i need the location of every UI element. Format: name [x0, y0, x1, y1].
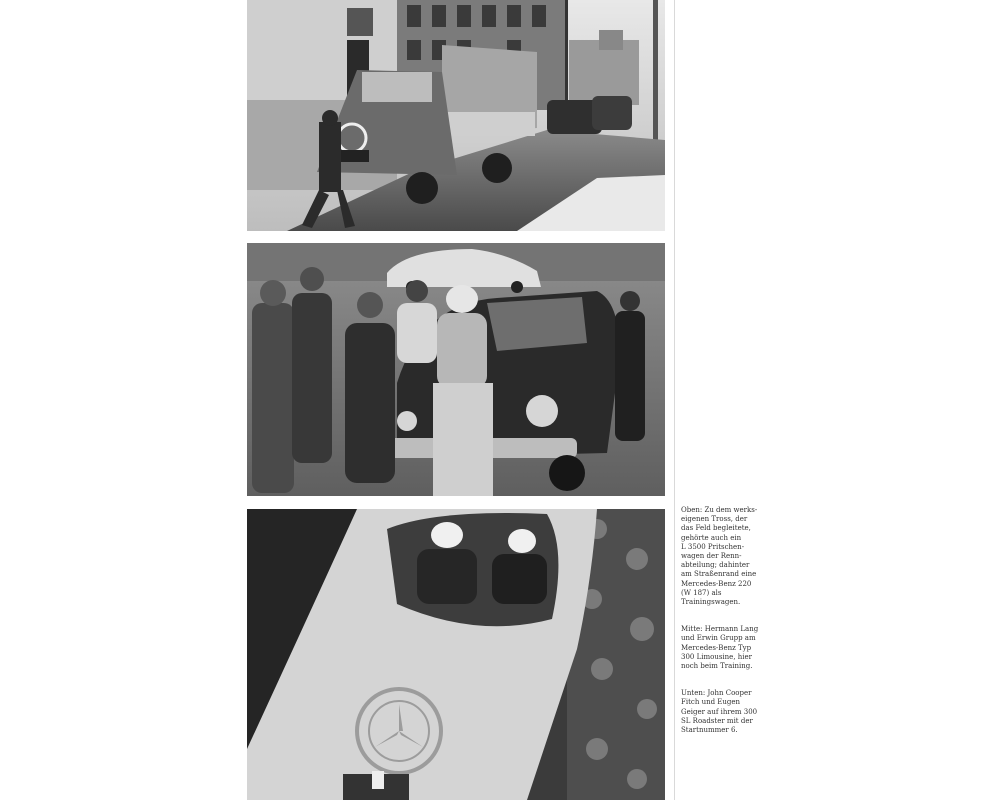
- caption-column: [681, 506, 761, 753]
- top-photo: [247, 0, 665, 231]
- caption-top: Oben: Zu dem werks- eigenen Tross, der das Feld begleitete, gehörte auch ein L 3500 Pritschen- wagen der Renn- abteilung; dahinter am Straßenrand eine Mercedes-Benz 220 (W 187) als Trainingswagen.: [681, 506, 758, 607]
- caption-bottom: Unten: John Cooper Fitch und Eugen Geiger auf ihrem 300 SL Roadster mit der Startnummer 6.: [681, 689, 758, 735]
- gutter-rule: [674, 0, 675, 800]
- bottom-photo: [247, 509, 665, 800]
- caption-middle: Mitte: Hermann Lang und Erwin Grupp am Mercedes-Benz Typ 300 Limousine, hier noch beim Training.: [681, 625, 759, 671]
- middle-photo: [247, 243, 665, 496]
